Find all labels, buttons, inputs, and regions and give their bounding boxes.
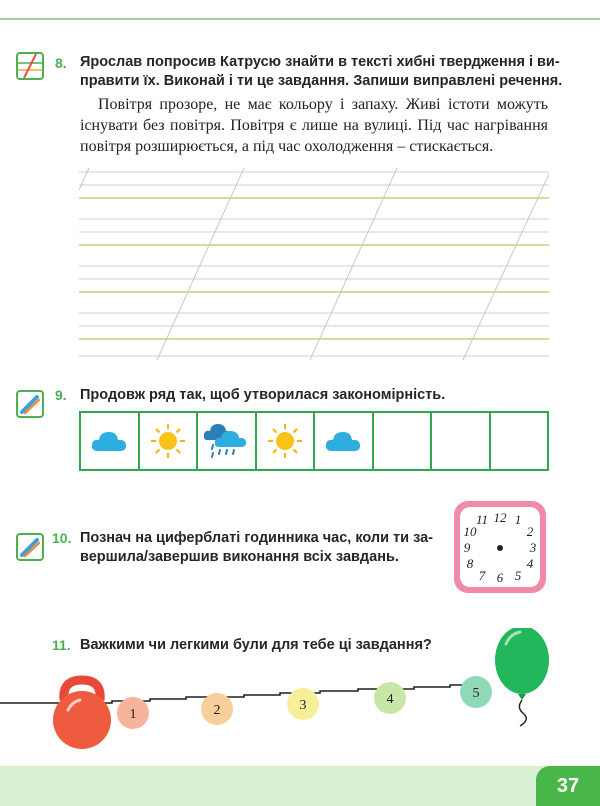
difficulty-scale [0,628,600,758]
cloud-icon [324,429,362,453]
scale-option-label-2: 2 [213,703,221,718]
sequence-cell-1 [81,413,140,469]
top-band [0,0,600,20]
sequence-cell-3 [198,413,257,469]
clock-number-5: 5 [514,568,522,583]
kettlebell-icon [53,680,111,749]
cloud-icon [90,429,128,453]
task-10-number: 10. [52,530,72,546]
clock-number-8: 8 [466,556,474,571]
pencil-ruler-icon [16,390,44,418]
task-8-passage: Повітря прозоре, не має кольору і запаху. Живі істоти можуть існувати без повітря. Повітря є лише на вулиці. Під час нагрівання повітря розширюється, а під час охолодження – стискається. [80,96,548,155]
pencil-ruler-icon [16,533,44,561]
clock-number-6: 6 [496,570,504,585]
task-10-instruction-line1: Познач на циферблаті годинника час, коли ти за- [80,530,434,546]
clock-number-2: 2 [526,524,534,539]
weather-sequence [79,411,549,471]
clock-number-1: 1 [514,512,522,527]
clock-dial[interactable] [460,507,540,587]
task-11-number: 11. [52,637,71,653]
clock-number-12: 12 [493,510,507,525]
scale-option-label-4: 4 [386,692,394,707]
task-11-instruction: Важкими чи легкими були для тебе ці завдання? [80,637,432,653]
clock-number-3: 3 [529,540,537,555]
rain-cloud-icon [203,422,249,460]
scale-option-label-1: 1 [129,707,137,722]
sequence-cell-6-empty[interactable] [374,413,433,469]
task-10-instruction-line2: вершила/завершив виконання всіх завдань. [80,549,399,565]
clock-number-10: 10 [463,524,477,539]
task-8-number: 8. [55,55,67,71]
clock-center-dot [497,545,503,551]
difficulty-scale-graphic [0,628,600,758]
sequence-cell-4 [257,413,316,469]
balloon-icon [495,628,549,726]
grid-lines [79,172,549,356]
sun-icon [150,423,186,459]
sun-icon [267,423,303,459]
task-9-number: 9. [55,387,67,403]
sequence-cell-2 [140,413,199,469]
task-8-instruction-line2: правити їх. Виконай і ти це завдання. Запиши виправлені речення. [80,73,563,89]
clock-number-9: 9 [463,540,471,555]
scale-circles [117,676,492,729]
task-8-instruction-line1: Ярослав попросив Катрусю знайти в тексті хибні твердження і ви- [80,54,560,70]
clock-face[interactable] [454,501,546,593]
scale-option-label-5: 5 [472,686,480,701]
write-icon [16,52,44,80]
page-number: 37 [536,766,600,806]
clock-number-7: 7 [478,568,486,583]
sequence-cell-8-empty[interactable] [491,413,548,469]
clock-number-4: 4 [526,556,534,571]
scale-option-label-3: 3 [299,698,307,713]
clock-number-11: 11 [475,512,489,527]
sequence-cell-7-empty[interactable] [432,413,491,469]
task-9-instruction: Продовж ряд так, щоб утворилася закономірність. [80,387,446,403]
sequence-cell-5 [315,413,374,469]
writing-grid[interactable] [79,168,549,360]
footer-band [0,766,600,806]
slant-lines [79,168,549,360]
